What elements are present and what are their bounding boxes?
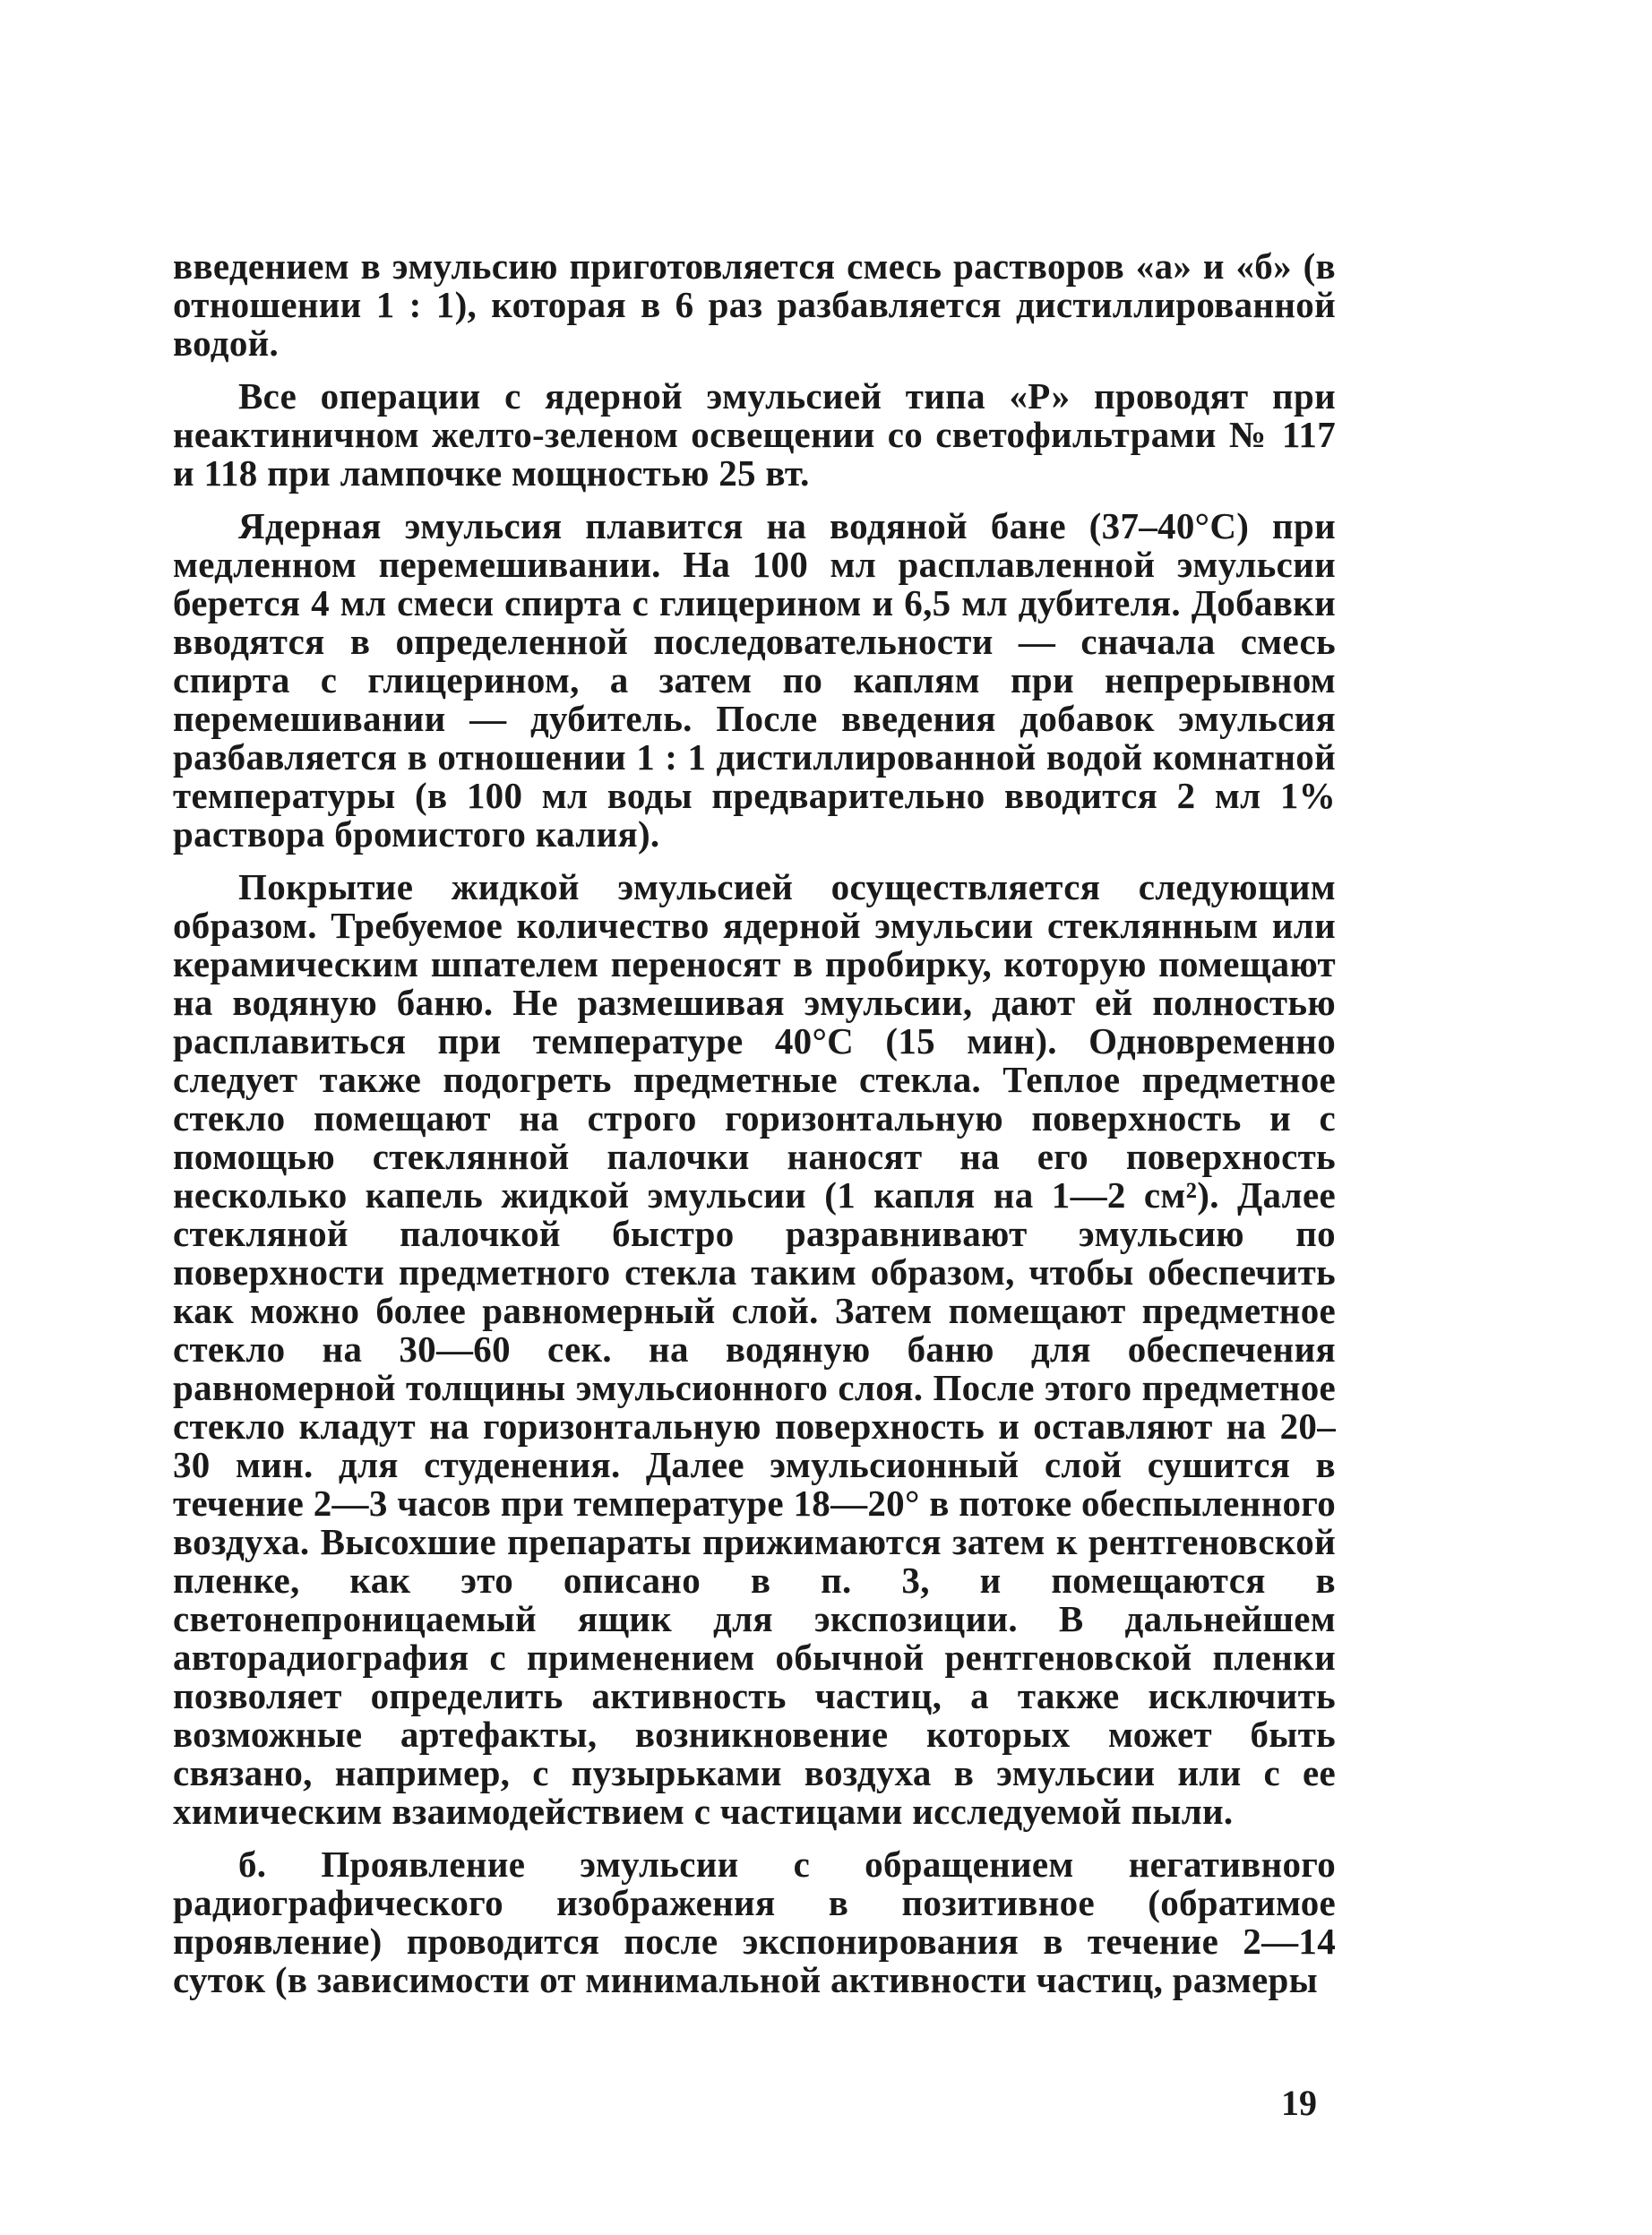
paragraph-development: б. Проявление эмульсии с обращением негативного радиографического изображения в позитивное (обратимое проявление) проводится после экспонирования в течение 2—14 суток (в зависимости от минимальной активности частиц, размеры bbox=[173, 1844, 1336, 2000]
paragraph-coating: Покрытие жидкой эмульсией осуществляется следующим образом. Требуемое количество ядерной эмульсии стеклянным или керамическим шпателем переносят в пробирку, которую помещают на водяную баню. Не размешивая эмульсии, дают ей полностью расплавиться при температуре 40°С (15 мин). Одновременно следует также подогреть предметные стекла. Теплое предметное стекло помещают на строго горизонтальную поверхность и с помощью стеклянной палочки наносят на его поверхность несколько капель жидкой эмульсии (1 капля на 1—2 см²). Далее стекляной палочкой быстро разравнивают эмульсию по поверхности предметного стекла таким образом, чтобы обеспечить как можно более равномерный слой. Затем помещают предметное стекло на 30—60 сек. на водяную баню для обеспечения равномерной толщины эмульсионного слоя. После этого предметное стекло кладут на горизонтальную поверхность и оставляют на 20–30 мин. для студенения. Далее эмульсионный слой сушится в течение 2—3 часов при температуре 18—20° в потоке обеспыленного воздуха. Высохшие препараты прижимаются затем к рентгеновской пленке, как это описано в п. 3, и помещаются в светонепроницаемый ящик для экспозиции. В дальнейшем авторадиография с применением обычной рентгеновской пленки позволяет определить активность частиц, а также исключить возможные артефакты, возникновение которых может быть связано, например, с пузырьками воздуха в эмульсии или с ее химическим взаимодействием с частицами исследуемой пыли. bbox=[173, 866, 1336, 1832]
paragraph-lighting: Все операции с ядерной эмульсией типа «Р» проводят при неактиничном желто-зеленом освещении со светофильтрами № 117 и 118 при лампочке мощностью 25 вт. bbox=[173, 375, 1336, 494]
page-number: 19 bbox=[1281, 2083, 1317, 2123]
paragraph-melting: Ядерная эмульсия плавится на водяной бане (37–40°С) при медленном перемешивании. На 100 мл расплавленной эмульсии берется 4 мл смеси спирта с глицерином и 6,5 мл дубителя. Добавки вводятся в определенной последовательности — сначала смесь спирта с глицерином, а затем по каплям при непрерывном перемешивании — дубитель. После введения добавок эмульсия разбавляется в отношении 1 : 1 дистиллированной водой комнатной температуры (в 100 мл воды предварительно вводится 2 мл 1% раствора бромистого калия). bbox=[173, 505, 1336, 855]
body-text bbox=[173, 247, 1336, 2014]
paragraph-continuation: введением в эмульсию приготовляется смесь растворов «а» и «б» (в отношении 1 : 1), которая в 6 раз разбавляется дистиллированной водой. bbox=[173, 245, 1336, 364]
